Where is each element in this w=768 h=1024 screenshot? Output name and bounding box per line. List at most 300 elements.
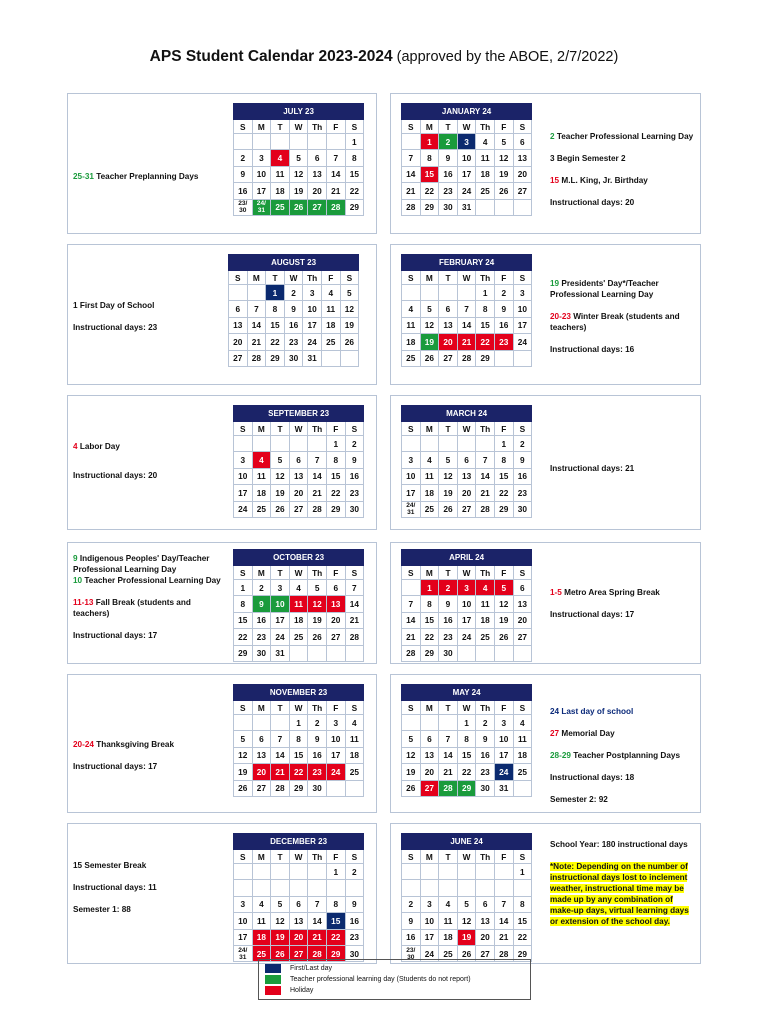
- calendar-september-23: [233, 405, 364, 518]
- week-row: [402, 896, 532, 912]
- day-cell: 25: [345, 764, 364, 780]
- day-cell: [326, 880, 345, 896]
- day-cell: 7: [476, 452, 495, 468]
- month-header-row: [234, 685, 364, 701]
- day-cell: 3: [234, 896, 253, 912]
- week-row: [402, 485, 532, 501]
- day-cell: 21: [326, 183, 345, 199]
- month-name: NOVEMBER 23: [234, 685, 364, 701]
- week-row: [229, 301, 359, 317]
- day-cell: 11: [252, 913, 271, 929]
- day-cell: 8: [513, 896, 532, 912]
- day-cell: [439, 715, 458, 731]
- weekday-header: S: [345, 850, 364, 864]
- last-day-note: 24 Last day of school: [550, 707, 634, 716]
- day-cell: 9: [252, 596, 271, 612]
- month-name: DECEMBER 23: [234, 834, 364, 850]
- day-cell: [271, 134, 290, 150]
- day-cell: 16: [252, 612, 271, 628]
- day-cell: [402, 715, 421, 731]
- month-header-row: [402, 550, 532, 566]
- day-cell: 6: [513, 580, 532, 596]
- day-cell: 6: [308, 150, 327, 166]
- day-cell: 4: [420, 452, 439, 468]
- week-row: [229, 334, 359, 350]
- day-cell: [289, 436, 308, 452]
- indigenous-day-date: 9: [73, 554, 78, 563]
- day-cell: 6: [457, 452, 476, 468]
- day-cell: 15: [494, 468, 513, 484]
- week-row: [234, 183, 364, 199]
- weekday-header: Th: [308, 120, 327, 134]
- day-cell: 20: [420, 764, 439, 780]
- day-cell: 2: [308, 715, 327, 731]
- calendar-june-24: [401, 833, 532, 962]
- memorial-day-date: 27: [550, 729, 560, 738]
- weekday-header: F: [494, 566, 513, 580]
- day-cell: 3: [457, 134, 476, 150]
- day-cell: 19: [494, 166, 513, 182]
- day-cell: 25: [321, 334, 340, 350]
- day-cell: 21: [271, 764, 290, 780]
- day-cell: 10: [402, 468, 421, 484]
- day-cell: 4: [345, 715, 364, 731]
- day-cell: 21: [247, 334, 266, 350]
- day-cell: 31: [303, 350, 322, 366]
- notes-sep: [73, 441, 223, 492]
- day-cell: [271, 715, 290, 731]
- weekday-header: T: [439, 850, 458, 864]
- day-cell: [439, 436, 458, 452]
- day-cell: 21: [402, 629, 421, 645]
- weekday-header: W: [289, 701, 308, 715]
- fall-break-dates: 11-13: [73, 598, 94, 607]
- day-cell: 14: [402, 166, 421, 182]
- day-cell: 4: [271, 150, 290, 166]
- day-cell: [457, 285, 476, 301]
- day-cell: 7: [439, 731, 458, 747]
- weekday-header: S: [229, 271, 248, 285]
- day-cell: 5: [289, 150, 308, 166]
- preplanning-dates: 25-31: [73, 172, 94, 181]
- weekday-header: M: [247, 271, 266, 285]
- day-cell: 5: [271, 896, 290, 912]
- weekday-header: S: [345, 120, 364, 134]
- weekday-header-row: [402, 271, 532, 285]
- day-cell: [402, 864, 421, 880]
- weekday-header: M: [420, 566, 439, 580]
- day-cell: 17: [513, 317, 532, 333]
- day-cell: 12: [340, 301, 359, 317]
- legend-swatch-green: [265, 975, 281, 984]
- day-cell: 16: [234, 183, 253, 199]
- day-cell: 10: [234, 468, 253, 484]
- day-cell: 18: [321, 317, 340, 333]
- day-cell: 1: [289, 715, 308, 731]
- day-cell: 19: [234, 764, 253, 780]
- day-cell: 5: [420, 301, 439, 317]
- day-cell: 14: [308, 468, 327, 484]
- month-name: AUGUST 23: [229, 255, 359, 271]
- week-row: [402, 199, 532, 215]
- weekday-header: W: [457, 120, 476, 134]
- day-cell: 12: [234, 747, 253, 763]
- day-cell: 28: [247, 350, 266, 366]
- day-cell: 2: [402, 896, 421, 912]
- day-cell: 23: [439, 183, 458, 199]
- day-cell: 29: [420, 645, 439, 661]
- day-cell: [476, 436, 495, 452]
- week-row: [402, 183, 532, 199]
- day-cell: 10: [271, 596, 290, 612]
- week-row: [402, 780, 532, 796]
- day-cell: 13: [326, 596, 345, 612]
- day-cell: 14: [247, 317, 266, 333]
- pl-day-date-oct: 10: [73, 576, 83, 585]
- week-row: [402, 764, 532, 780]
- day-cell: 25: [252, 945, 271, 961]
- spring-break-dates: 1-5: [550, 588, 562, 597]
- day-cell: 6: [476, 896, 495, 912]
- day-cell: 2: [439, 580, 458, 596]
- day-cell: [457, 645, 476, 661]
- instructional-days-feb: Instructional days: 16: [550, 345, 635, 354]
- day-cell: [308, 645, 327, 661]
- day-cell: [439, 285, 458, 301]
- day-cell: 27: [439, 350, 458, 366]
- weekday-header: M: [252, 701, 271, 715]
- day-cell: 9: [345, 452, 364, 468]
- day-cell: 11: [420, 468, 439, 484]
- week-row: [229, 317, 359, 333]
- weekday-header: F: [326, 422, 345, 436]
- day-cell: 19: [457, 929, 476, 945]
- day-cell: 1: [345, 134, 364, 150]
- week-row: [234, 436, 364, 452]
- day-cell: 21: [308, 485, 327, 501]
- day-cell: 20: [229, 334, 248, 350]
- week-row: [402, 317, 532, 333]
- day-cell: 17: [252, 183, 271, 199]
- month-header-row: [234, 550, 364, 566]
- day-cell: 1: [326, 436, 345, 452]
- weekday-header: S: [345, 422, 364, 436]
- weekday-header-row: [402, 566, 532, 580]
- week-row: [234, 134, 364, 150]
- day-cell: 27: [289, 945, 308, 961]
- day-cell: 3: [494, 715, 513, 731]
- weekday-header: W: [284, 271, 303, 285]
- first-day-note: 1 First Day of School: [73, 301, 155, 310]
- weekday-header-row: [402, 422, 532, 436]
- legend: [258, 959, 531, 1000]
- day-cell: 8: [234, 596, 253, 612]
- weekday-header-row: [234, 422, 364, 436]
- day-cell: 17: [234, 485, 253, 501]
- week-row: [234, 780, 364, 796]
- weekday-header: W: [457, 566, 476, 580]
- day-cell: 26: [308, 629, 327, 645]
- notes-jun: [550, 839, 692, 938]
- weekday-header: Th: [476, 566, 495, 580]
- day-cell: 23: [513, 485, 532, 501]
- day-cell: 10: [326, 731, 345, 747]
- day-cell: [402, 436, 421, 452]
- weekday-header: Th: [308, 850, 327, 864]
- day-cell: 24: [326, 764, 345, 780]
- weekday-header: S: [402, 422, 421, 436]
- day-cell: 9: [284, 301, 303, 317]
- day-cell: 27: [457, 501, 476, 517]
- day-cell: 11: [289, 596, 308, 612]
- day-cell: 4: [252, 896, 271, 912]
- day-cell: 16: [345, 913, 364, 929]
- presidents-day-label: Presidents' Day*/Teacher Professional Learning Day: [550, 279, 659, 299]
- month-name: FEBRUARY 24: [402, 255, 532, 271]
- weekday-header: S: [402, 850, 421, 864]
- day-cell: [308, 134, 327, 150]
- notes-nov: [73, 739, 223, 783]
- day-cell: 28: [326, 199, 345, 215]
- weekday-header: F: [326, 850, 345, 864]
- day-cell: 29: [326, 945, 345, 961]
- week-row: [402, 166, 532, 182]
- day-cell: [494, 880, 513, 896]
- semester-1-total: Semester 1: 88: [73, 905, 131, 914]
- day-cell: 28: [476, 501, 495, 517]
- week-row: [234, 731, 364, 747]
- day-cell: 30: [284, 350, 303, 366]
- day-cell: 23/ 30: [402, 945, 421, 961]
- weekday-header: M: [252, 120, 271, 134]
- day-cell: 21: [476, 485, 495, 501]
- day-cell: 23: [252, 629, 271, 645]
- weekday-header: M: [420, 422, 439, 436]
- day-cell: [513, 780, 532, 796]
- day-cell: 17: [402, 485, 421, 501]
- day-cell: 24/ 31: [234, 945, 253, 961]
- day-cell: 6: [229, 301, 248, 317]
- month-name: JANUARY 24: [402, 104, 532, 120]
- day-cell: 12: [494, 150, 513, 166]
- day-cell: 24: [271, 629, 290, 645]
- week-row: [402, 468, 532, 484]
- day-cell: 31: [271, 645, 290, 661]
- weekday-header: Th: [308, 566, 327, 580]
- day-cell: 29: [345, 199, 364, 215]
- day-cell: [326, 780, 345, 796]
- day-cell: 2: [439, 134, 458, 150]
- day-cell: 6: [252, 731, 271, 747]
- labor-day-label: Labor Day: [77, 442, 120, 451]
- day-cell: 29: [420, 199, 439, 215]
- day-cell: [308, 864, 327, 880]
- day-cell: 9: [494, 301, 513, 317]
- notes-oct: [73, 553, 223, 652]
- week-row: [402, 436, 532, 452]
- week-row: [229, 350, 359, 366]
- weekday-header: W: [457, 850, 476, 864]
- day-cell: 26: [494, 629, 513, 645]
- week-row: [234, 199, 364, 215]
- day-cell: 2: [345, 436, 364, 452]
- day-cell: 29: [234, 645, 253, 661]
- day-cell: 13: [513, 150, 532, 166]
- day-cell: [494, 645, 513, 661]
- day-cell: 25: [402, 350, 421, 366]
- weekday-header: S: [234, 566, 253, 580]
- calendar-march-24: [401, 405, 532, 518]
- week-row: [234, 580, 364, 596]
- weekday-header: S: [513, 566, 532, 580]
- day-cell: 13: [457, 468, 476, 484]
- day-cell: 4: [513, 715, 532, 731]
- day-cell: 4: [439, 896, 458, 912]
- weekday-header: T: [439, 701, 458, 715]
- day-cell: 12: [439, 468, 458, 484]
- day-cell: 3: [513, 285, 532, 301]
- day-cell: [234, 134, 253, 150]
- notes-jan: [550, 131, 695, 219]
- title-main: APS Student Calendar 2023-2024: [149, 48, 393, 65]
- weekday-header-row: [234, 701, 364, 715]
- day-cell: 7: [271, 731, 290, 747]
- day-cell: 27: [308, 199, 327, 215]
- day-cell: 26: [234, 780, 253, 796]
- day-cell: 11: [252, 468, 271, 484]
- day-cell: 20: [476, 929, 495, 945]
- weekday-header: M: [252, 422, 271, 436]
- semester-2-total: Semester 2: 92: [550, 795, 608, 804]
- day-cell: 22: [234, 629, 253, 645]
- calendar-january-24: [401, 103, 532, 216]
- day-cell: 15: [266, 317, 285, 333]
- day-cell: [439, 880, 458, 896]
- month-name: SEPTEMBER 23: [234, 406, 364, 422]
- day-cell: 11: [321, 301, 340, 317]
- weekday-header: T: [271, 566, 290, 580]
- week-row: [234, 929, 364, 945]
- day-cell: 13: [308, 166, 327, 182]
- day-cell: 19: [439, 485, 458, 501]
- day-cell: 12: [494, 596, 513, 612]
- day-cell: 13: [229, 317, 248, 333]
- day-cell: 25: [420, 501, 439, 517]
- weekday-header: W: [457, 422, 476, 436]
- week-row: [402, 580, 532, 596]
- day-cell: 16: [284, 317, 303, 333]
- day-cell: 18: [476, 612, 495, 628]
- day-cell: 1: [266, 285, 285, 301]
- week-row: [402, 913, 532, 929]
- pl-day-label-jan: Teacher Professional Learning Day: [554, 132, 694, 141]
- day-cell: 26: [402, 780, 421, 796]
- weekday-header-row: [402, 701, 532, 715]
- day-cell: 17: [271, 612, 290, 628]
- day-cell: [494, 864, 513, 880]
- weekday-header: T: [266, 271, 285, 285]
- day-cell: 1: [234, 580, 253, 596]
- day-cell: 21: [345, 612, 364, 628]
- calendar-may-24: [401, 684, 532, 797]
- day-cell: 23/ 30: [234, 199, 253, 215]
- day-cell: [494, 350, 513, 366]
- legend-swatch-blue: [265, 964, 281, 973]
- day-cell: 21: [402, 183, 421, 199]
- day-cell: [402, 285, 421, 301]
- day-cell: 11: [402, 317, 421, 333]
- day-cell: 4: [476, 134, 495, 150]
- day-cell: 26: [271, 501, 290, 517]
- week-row: [402, 612, 532, 628]
- day-cell: 12: [271, 468, 290, 484]
- day-cell: 20: [457, 485, 476, 501]
- legend-item-first-last: [265, 964, 332, 973]
- day-cell: 9: [402, 913, 421, 929]
- day-cell: 23: [284, 334, 303, 350]
- calendar-october-23: [233, 549, 364, 662]
- day-cell: 18: [513, 747, 532, 763]
- day-cell: 19: [494, 612, 513, 628]
- day-cell: [420, 880, 439, 896]
- day-cell: 25: [252, 501, 271, 517]
- day-cell: 3: [402, 452, 421, 468]
- day-cell: 7: [494, 896, 513, 912]
- day-cell: 19: [340, 317, 359, 333]
- day-cell: 15: [289, 747, 308, 763]
- day-cell: 18: [345, 747, 364, 763]
- week-row: [234, 913, 364, 929]
- preplanning-label: Teacher Preplanning Days: [93, 172, 199, 181]
- day-cell: 22: [326, 929, 345, 945]
- day-cell: 7: [345, 580, 364, 596]
- day-cell: 26: [340, 334, 359, 350]
- day-cell: 26: [457, 945, 476, 961]
- day-cell: 9: [476, 731, 495, 747]
- day-cell: 9: [308, 731, 327, 747]
- day-cell: 30: [439, 645, 458, 661]
- day-cell: 4: [321, 285, 340, 301]
- day-cell: [271, 864, 290, 880]
- day-cell: 13: [252, 747, 271, 763]
- day-cell: 2: [284, 285, 303, 301]
- weekday-header: S: [345, 701, 364, 715]
- day-cell: 11: [271, 166, 290, 182]
- day-cell: 10: [420, 913, 439, 929]
- day-cell: 29: [476, 350, 495, 366]
- day-cell: 14: [308, 913, 327, 929]
- day-cell: [234, 436, 253, 452]
- day-cell: 12: [271, 913, 290, 929]
- day-cell: 15: [420, 166, 439, 182]
- labor-day-date: 4: [73, 442, 78, 451]
- calendar-february-24: [401, 254, 532, 367]
- weekday-header: F: [494, 701, 513, 715]
- day-cell: 1: [513, 864, 532, 880]
- day-cell: 7: [247, 301, 266, 317]
- day-cell: [494, 199, 513, 215]
- day-cell: 14: [439, 747, 458, 763]
- day-cell: 8: [326, 452, 345, 468]
- weekday-header: S: [513, 850, 532, 864]
- day-cell: [252, 880, 271, 896]
- day-cell: 3: [303, 285, 322, 301]
- day-cell: 19: [289, 183, 308, 199]
- instructional-days-may: Instructional days: 18: [550, 773, 635, 782]
- day-cell: 3: [234, 452, 253, 468]
- day-cell: 20: [326, 612, 345, 628]
- weekday-header: M: [252, 566, 271, 580]
